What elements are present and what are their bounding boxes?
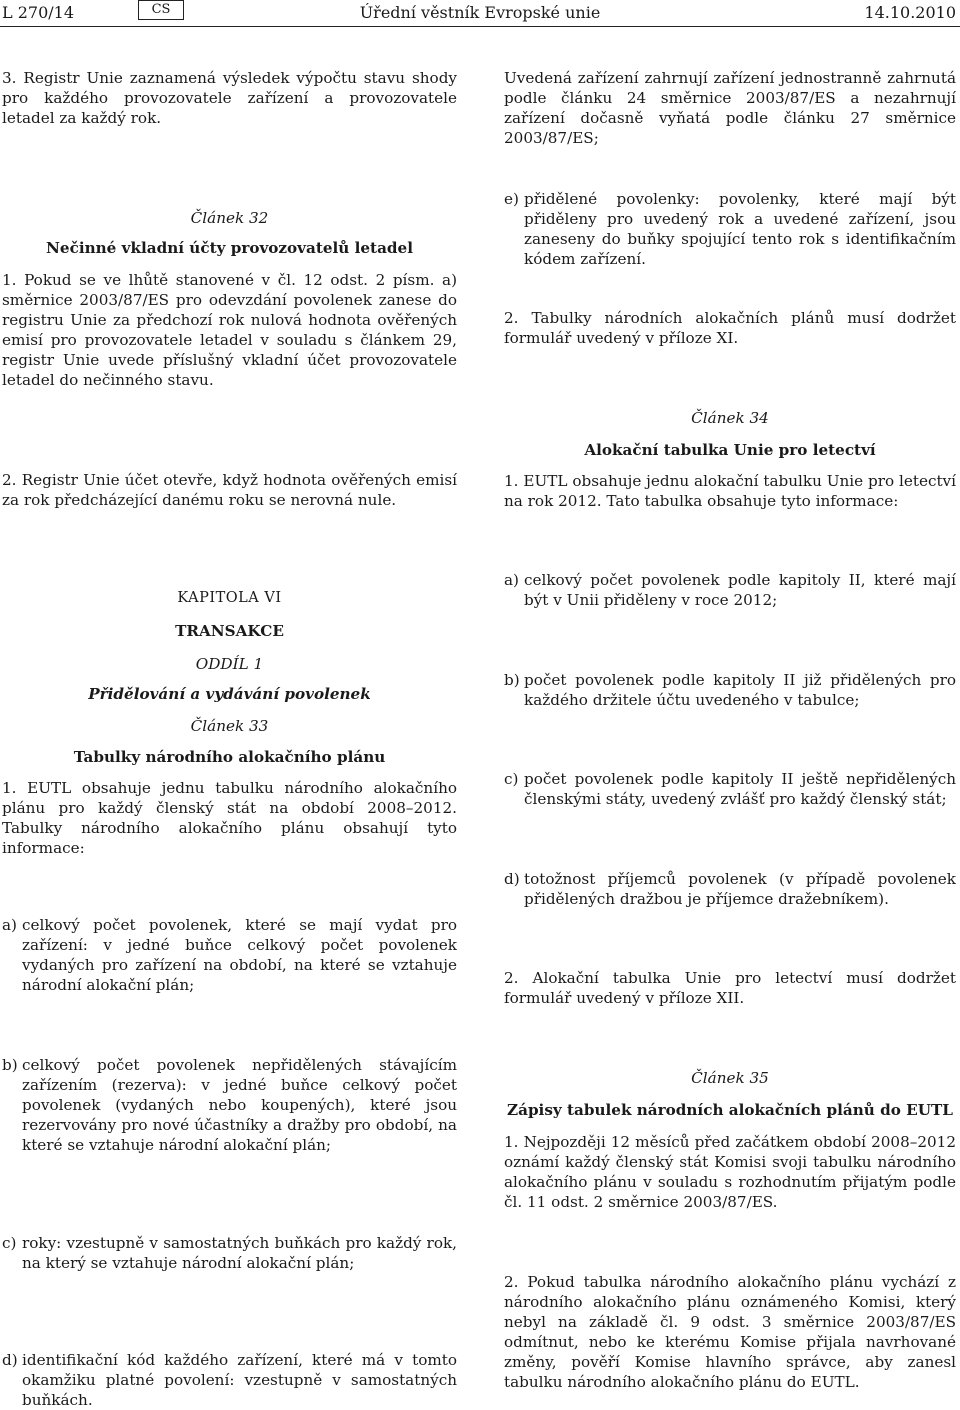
- article-33-title: Tabulky národního alokačního plánu: [73, 748, 386, 766]
- section-number: ODDÍL 1: [195, 655, 264, 673]
- chapter-title: TRANSAKCE: [175, 622, 284, 640]
- list-item-label: c): [2, 1234, 17, 1252]
- list-item-label: a): [504, 571, 519, 589]
- article-34-paragraph-1: 1. EUTL obsahuje jednu alokační tabulku Unie pro letectví na rok 2012. Tato tabulka obsahuje tyto informace:: [504, 472, 956, 510]
- article-35-number: Článek 35: [691, 1069, 769, 1087]
- list-item-label: c): [504, 770, 519, 788]
- article-32-paragraph-1: 1. Pokud se ve lhůtě stanovené v čl. 12 odst. 2 písm. a) směrnice 2003/87/ES pro odevzdání povolenek zanese do registru Unie za předchozí rok nulová hodnota ověřených emisí pro provozovatele letadel v souladu s článkem 29, registr Unie uvede příslušný vkladní účet provozovatele letadel do nečinného stavu.: [2, 271, 457, 389]
- list-item-text: totožnost příjemců povolenek (v případě povolenek přidělených dražbou je příjemce dražebníkem).: [524, 870, 956, 908]
- list-item-text: celkový počet povolenek, které se mají vydat pro zařízení: v jedné buňce celkový počet povolenek vydaných pro zařízení na období, na které se vztahuje národní alokační plán;: [22, 916, 457, 994]
- article-32-paragraph-2: 2. Registr Unie účet otevře, když hodnota ověřených emisí za rok předcházející danému roku se nerovná nule.: [2, 471, 457, 509]
- list-item-text: roky: vzestupně v samostatných buňkách pro každý rok, na který se vztahuje národní alokační plán;: [22, 1234, 457, 1272]
- list-item: [504, 189, 956, 269]
- list-item-text: identifikační kód každého zařízení, které má v tomto okamžiku platné povolení: vzestupně v samostatných buňkách.: [22, 1351, 457, 1409]
- list-item-text: celkový počet povolenek podle kapitoly II, které mají být v Unii přiděleny v roce 2012;: [524, 571, 956, 609]
- section-title: Přidělování a vydávání povolenek: [88, 685, 371, 703]
- list-item: [504, 769, 956, 809]
- list-item: [2, 1350, 457, 1410]
- publication-date: 14.10.2010: [864, 3, 956, 22]
- list-item: [2, 1055, 457, 1155]
- list-item-text: celkový počet povolenek nepřidělených stávajícím zařízením (rezerva): v jedné buňce celkový počet povolenek (vydaných nebo koupených), které jsou rezervovány pro nové účastníky a dražby pro období, na které se vztahuje národní alokační plán;: [22, 1056, 457, 1154]
- article-32-title: Nečinné vkladní účty provozovatelů letadel: [46, 239, 413, 257]
- article-35-paragraph-2: 2. Pokud tabulka národního alokačního plánu vychází z národního alokačního plánu oznámeného Komisi, který nebyl na základě čl. 9 odst. 3 směrnice 2003/87/ES odmítnut, nebo ke kterému Komise přijala navrhované změny, pověří Komise hlavního správce, aby zanesl tabulku národního alokačního plánu do EUTL.: [504, 1273, 956, 1391]
- list-item-text: počet povolenek podle kapitoly II již přidělených pro každého držitele účtu uvedeného v tabulce;: [524, 671, 956, 709]
- article-33-paragraph-1: 1. EUTL obsahuje jednu tabulku národního alokačního plánu pro každý členský stát na období 2008–2012. Tabulky národního alokačního plánu obsahují tyto informace:: [2, 779, 457, 857]
- article-35-paragraph-1: 1. Nejpozději 12 měsíců před začátkem období 2008–2012 oznámí každý členský stát Komisi svoji tabulku národního alokačního plánu v souladu s rozhodnutím přijatým podle čl. 11 odst. 2 směrnice 2003/87/ES.: [504, 1133, 956, 1211]
- language-badge: CS: [138, 0, 184, 20]
- list-item: [2, 915, 457, 995]
- list-item-label: d): [504, 870, 520, 888]
- list-item: [2, 1233, 457, 1273]
- list-item-label: e): [504, 190, 519, 208]
- paragraph-3: 3. Registr Unie zaznamená výsledek výpočtu stavu shody pro každého provozovatele zařízení a provozovatele letadel za každý rok.: [2, 69, 457, 127]
- article-33-number: Článek 33: [190, 717, 269, 735]
- right-column: [504, 0, 956, 1393]
- article-34-paragraph-2: 2. Alokační tabulka Unie pro letectví musí dodržet formulář uvedený v příloze XII.: [504, 969, 956, 1007]
- list-item-text: přidělené povolenky: povolenky, které mají být přiděleny pro uvedený rok a uvedené zařízení, jsou zaneseny do buňky spojující tento rok s identifikačním kódem zařízení.: [524, 190, 956, 268]
- list-item-label: b): [2, 1056, 18, 1074]
- list-item: [504, 570, 956, 610]
- left-column: [2, 0, 457, 1409]
- list-item: [504, 670, 956, 710]
- article-34-title: Alokační tabulka Unie pro letectví: [584, 441, 876, 459]
- article-34-number: Článek 34: [691, 409, 769, 427]
- list-item-label: d): [2, 1351, 18, 1369]
- page-reference: L 270/14: [2, 3, 74, 22]
- article-32-number: Článek 32: [190, 209, 269, 227]
- article-33-paragraph-2: 2. Tabulky národních alokačních plánů musí dodržet formulář uvedený v příloze XI.: [504, 309, 956, 347]
- chapter-number: KAPITOLA VI: [177, 590, 282, 606]
- list-item-text: počet povolenek podle kapitoly II ještě nepřidělených členskými státy, uvedený zvlášť pro každý členský stát;: [524, 770, 956, 808]
- installations-note: Uvedená zařízení zahrnují zařízení jednostranně zahrnutá podle článku 24 směrnice 2003/87/ES a nezahrnují zařízení dočasně vyňatá podle článku 27 směrnice 2003/87/ES;: [504, 69, 956, 147]
- list-item-label: a): [2, 916, 17, 934]
- journal-title: Úřední věstník Evropské unie: [359, 3, 601, 22]
- article-35-title: Zápisy tabulek národních alokačních plánů do EUTL: [507, 1101, 953, 1119]
- list-item-label: b): [504, 671, 520, 689]
- list-item: [504, 869, 956, 909]
